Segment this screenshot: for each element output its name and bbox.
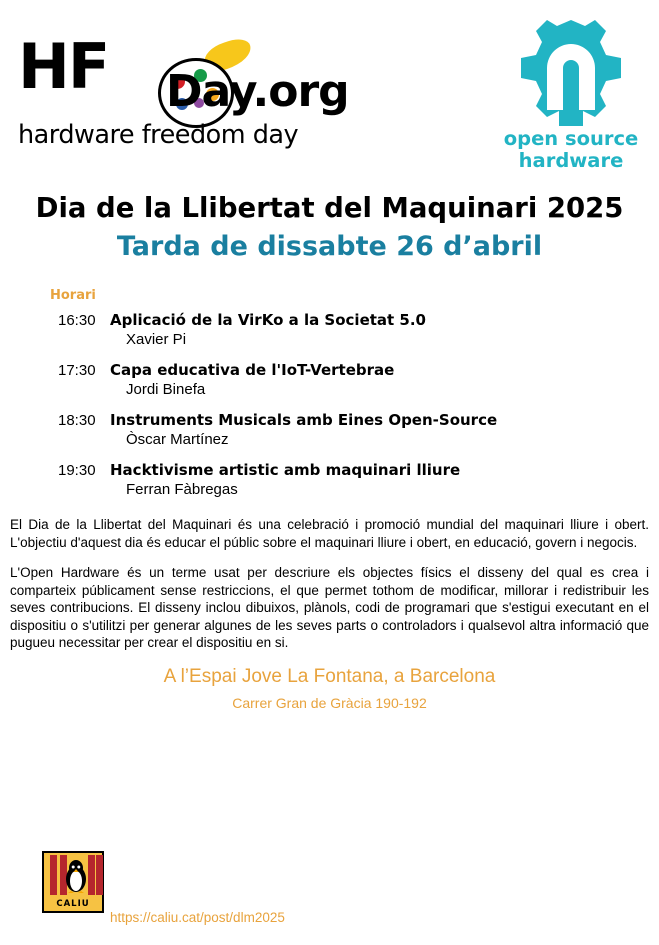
schedule-heading: Horari [50, 288, 96, 303]
osh-logo-line2: hardware [518, 149, 624, 172]
talk-title: Capa educativa de l'IoT-Vertebrae [110, 361, 395, 379]
hfd-logo-subtitle: hardware freedom day [18, 120, 299, 150]
list-item [50, 461, 659, 498]
schedule-section [0, 288, 659, 498]
talk-title: Instruments Musicals amb Eines Open-Source [110, 411, 498, 429]
page-title: Dia de la Llibertat del Maquinari 2025 [35, 192, 624, 224]
venue-place: A l’Espai Jove La Fontana, a Barcelona [163, 665, 496, 687]
list-item [50, 411, 659, 448]
open-source-hardware-gear-icon [511, 18, 631, 126]
talk-speaker: Ferran Fàbregas [126, 481, 238, 498]
talk-title: Aplicació de la VirKo a la Societat 5.0 [110, 311, 426, 329]
caliu-stripe-icon [96, 855, 103, 895]
list-item [50, 361, 659, 398]
talk-time: 19:30 [58, 462, 96, 479]
talk-time: 17:30 [58, 362, 96, 379]
poster-footer [0, 851, 659, 931]
hfd-logo-day-text: Day.org [166, 66, 349, 117]
penguin-icon [64, 859, 88, 893]
caliu-stripe-icon [88, 855, 95, 895]
open-source-hardware-logo [491, 18, 651, 172]
talk-time: 18:30 [58, 412, 96, 429]
caliu-stripe-icon [50, 855, 57, 895]
caliu-penguin-logo [42, 851, 104, 913]
poster-header [0, 0, 659, 170]
talk-speaker: Jordi Binefa [126, 381, 206, 398]
hfd-logo-main-text: HF [18, 30, 109, 103]
talk-speaker: Òscar Martínez [126, 431, 229, 448]
osh-logo-line1: open source [503, 127, 639, 150]
venue-section [0, 666, 659, 711]
description-paragraph-1: El Dia de la Llibertat del Maquinari és una celebració i promoció mundial del maquinari lliure i obert. L'objectiu d'aquest dia és educar el públic sobre el maquinari lliure i obert, en educació, govern i negocis. [10, 517, 649, 550]
talk-speaker: Xavier Pi [126, 331, 187, 348]
list-item [50, 311, 659, 348]
description-section [10, 516, 649, 652]
caliu-logo-word: CALIU [56, 899, 90, 909]
talk-time: 16:30 [58, 312, 96, 329]
page-subtitle: Tarda de dissabte 26 d’abril [116, 231, 543, 262]
description-paragraph-2: L'Open Hardware és un terme usat per descriure els objectes físics el disseny del qual es crea i comparteix públicament sense restriccions, el que permet tothom de modificar, millorar i redistribuir les seves contribucions. El disseny inclou dibuixos, plànols, codi de programari que s'estigui executant en el dispositiu o s'utilitzi per generar algunes de les seves parts o controladors i qualsevol altra informació que pugueu necessitar per crear el dispositiu en si. [10, 565, 649, 650]
venue-address: Carrer Gran de Gràcia 190-192 [232, 694, 427, 711]
talk-title: Hacktivisme artistic amb maquinari lliure [110, 461, 461, 479]
hfd-logo [18, 30, 349, 151]
footer-url-link[interactable]: https://caliu.cat/post/dlm2025 [110, 910, 285, 925]
